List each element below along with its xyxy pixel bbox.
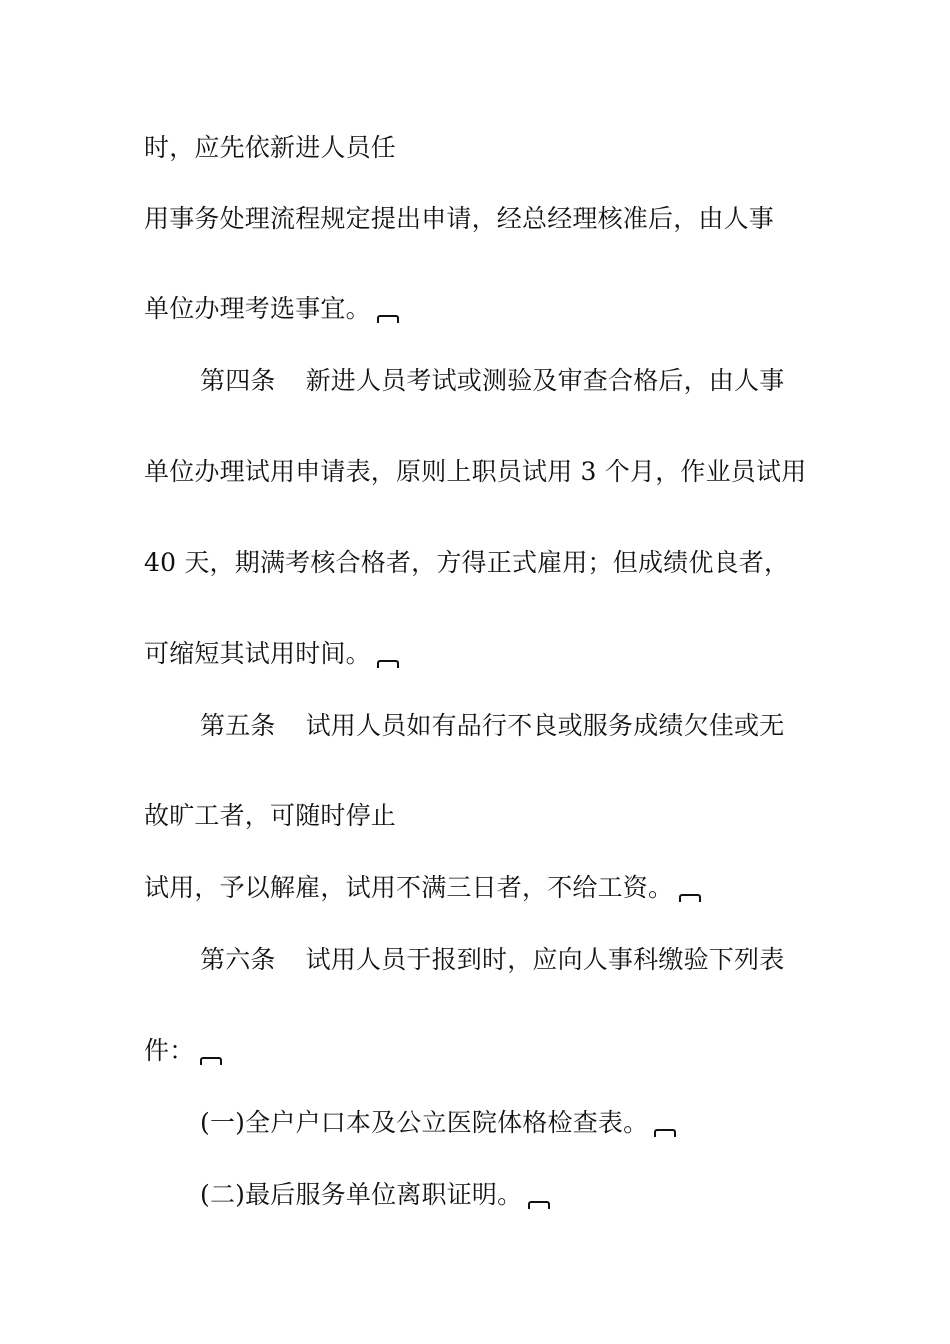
line-text: 单位办理考选事宜。 (144, 294, 371, 323)
list-item-line (200, 1107, 676, 1139)
text-line (144, 800, 396, 832)
text-line (144, 547, 789, 579)
line-text: 40 天，期满考核合格者，方得正式雇用；但成绩优良者， (144, 548, 790, 577)
article-heading-line (200, 944, 784, 976)
paragraph-mark-icon (377, 315, 399, 323)
paragraph-mark-icon (679, 894, 701, 902)
paragraph-mark-icon (654, 1129, 676, 1137)
paragraph-mark-icon (377, 660, 399, 668)
text-line (144, 132, 396, 164)
line-text: 试用，予以解雇，试用不满三日者，不给工资。 (144, 873, 674, 902)
line-text: 可缩短其试用时间。 (144, 639, 371, 668)
article-heading-line (200, 710, 784, 742)
line-text: (二)最后服务单位离职证明。 (200, 1180, 523, 1209)
line-text: (一)全户户口本及公立医院体格检查表。 (200, 1108, 649, 1137)
line-text: 新进人员考试或测验及审查合格后，由人事 (305, 366, 785, 395)
article-heading-line (200, 365, 784, 397)
text-line (144, 293, 399, 325)
line-text: 时，应先依新进人员任 (144, 133, 397, 162)
line-text: 故旷工者，可随时停止 (144, 801, 397, 830)
text-line (144, 456, 806, 488)
text-line (144, 872, 701, 904)
text-line (144, 1035, 222, 1067)
article-number: 第四条 (200, 366, 276, 395)
article-number: 第六条 (200, 945, 276, 974)
text-line (144, 203, 774, 235)
paragraph-mark-icon (528, 1201, 550, 1209)
paragraph-mark-icon (200, 1057, 222, 1065)
line-text: 用事务处理流程规定提出申请，经总经理核准后，由人事 (144, 204, 775, 233)
line-text: 单位办理试用申请表，原则上职员试用 3 个月，作业员试用 (144, 457, 807, 486)
article-number: 第五条 (200, 711, 276, 740)
line-text: 试用人员于报到时，应向人事科缴验下列表 (305, 945, 785, 974)
text-line (144, 638, 399, 670)
line-text: 试用人员如有品行不良或服务成绩欠佳或无 (305, 711, 785, 740)
list-item-line (200, 1179, 550, 1211)
line-text: 件： (144, 1036, 195, 1065)
